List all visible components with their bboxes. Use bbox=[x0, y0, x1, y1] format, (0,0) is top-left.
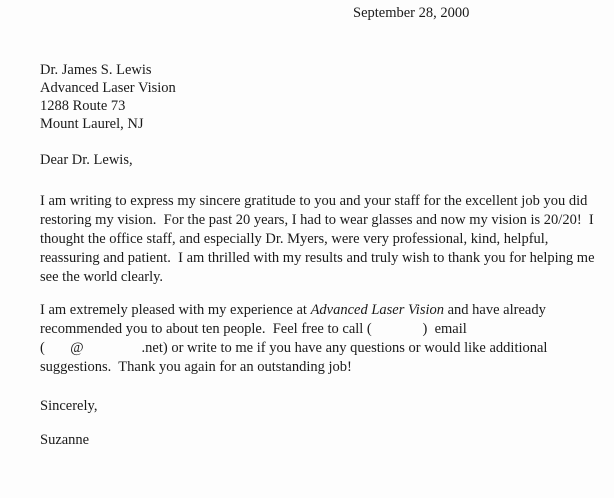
paragraph1-line2: restoring my vision. For the past 20 years, I had to wear glasses and now my vision is 20/20! I bbox=[40, 212, 594, 228]
closing: Sincerely, bbox=[40, 398, 98, 414]
letter-date: September 28, 2000 bbox=[353, 5, 470, 21]
paragraph1-line4: reassuring and patient. I am thrilled with my results and truly wish to thank you for helping me bbox=[40, 250, 595, 266]
paragraph2-line1-suffix: and have already bbox=[444, 302, 546, 318]
recipient-name: Dr. James S. Lewis bbox=[40, 62, 152, 78]
company-name-italic: Advanced Laser Vision bbox=[310, 302, 444, 318]
paragraph1-line3: thought the office staff, and especially Dr. Myers, were very professional, kind, helpful, bbox=[40, 231, 549, 247]
paragraph2-line4: suggestions. Thank you again for an outstanding job! bbox=[40, 359, 352, 375]
paragraph1-line5: see the world clearly. bbox=[40, 269, 164, 285]
paragraph1-line1: I am writing to express my sincere gratitude to you and your staff for the excellent job you did bbox=[40, 193, 588, 209]
paragraph2-line1-prefix: I am extremely pleased with my experience at bbox=[40, 302, 311, 318]
paragraph2-line3: ( @ .net) or write to me if you have any questions or would like additional bbox=[40, 340, 548, 356]
recipient-street: 1288 Route 73 bbox=[40, 98, 126, 114]
salutation: Dear Dr. Lewis, bbox=[40, 152, 133, 168]
signature: Suzanne bbox=[40, 432, 90, 448]
paragraph2-line1 bbox=[40, 301, 546, 319]
recipient-company: Advanced Laser Vision bbox=[40, 80, 176, 96]
recipient-city: Mount Laurel, NJ bbox=[40, 116, 144, 132]
paragraph2-line2: recommended you to about ten people. Feel free to call ( ) email bbox=[40, 321, 467, 337]
